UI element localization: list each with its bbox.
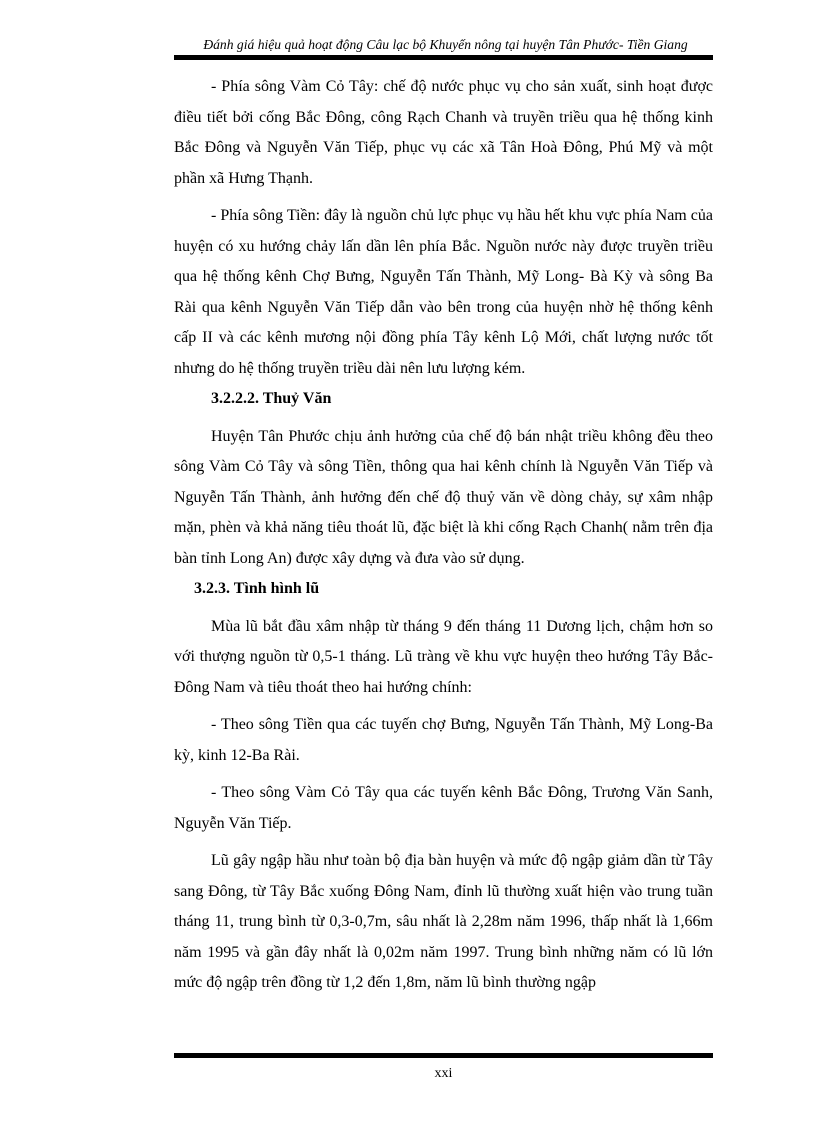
paragraph-lu-gay-ngap: Lũ gây ngập hầu như toàn bộ địa bàn huyện và mức độ ngập giảm dần từ Tây sang Đông, từ Tây Bắc xuống Đông Nam, đỉnh lũ thường xuất hiện vào trung tuần tháng 11, trung bình từ 0,3-0,7m, sâu nhất là 2,28m năm 1996, thấp nhất là 1,66m năm 1995 và gần đây nhất là 0,02m năm 1997. Trung bình những năm có lũ lớn mức độ ngập trên đồng từ 1,2 đến 1,8m, năm lũ bình thường ngập <box>174 852 713 991</box>
heading-323: 3.2.3. Tình hình lũ <box>194 580 320 597</box>
paragraph-song-tien: - Phía sông Tiền: đây là nguồn chủ lực phục vụ hầu hết khu vực phía Nam của huyện có xu hướng chảy lấn dần lên phía Bắc. Nguồn nước này được truyền triều qua hệ thống kênh Chợ Bưng, Nguyễn Tấn Thành, Mỹ Long- Bà Kỳ và sông Ba Rài qua kênh Nguyễn Văn Tiếp dẫn vào bên trong của huyện nhờ hệ thống kênh cấp II và các kênh mương nội đồng phía Tây kênh Lộ Mới, chất lượng nước tốt nhưng do hệ thống truyền triều dài nên lưu lượng kém. <box>174 207 713 377</box>
running-header: Đánh giá hiệu quả hoạt động Câu lạc bộ Khuyến nông tại huyện Tân Phước- Tiền Giang <box>203 37 688 52</box>
paragraph-vam-co-tay: - Phía sông Vàm Cỏ Tây: chế độ nước phục vụ cho sản xuất, sinh hoạt được điều tiết bởi cống Bắc Đông, công Rạch Chanh và truyền triều qua hệ thống kinh Bắc Đông và Nguyễn Văn Tiếp, phục vụ các xã Tân Hoà Đông, Phú Mỹ và một phần xã Hưng Thạnh. <box>174 78 713 187</box>
header-rule <box>174 55 713 60</box>
paragraph-thuy-van: Huyện Tân Phước chịu ảnh hưởng của chế độ bán nhật triều không đều theo sông Vàm Cỏ Tây và sông Tiền, thông qua hai kênh chính là Nguyễn Văn Tiếp và Nguyễn Tấn Thành, ảnh hưởng đến chế độ thuỷ văn về dòng chảy, sự xâm nhập mặn, phèn và khả năng tiêu thoát lũ, đặc biệt là khi cống Rạch Chanh( nằm trên địa bàn tỉnh Long An) được xây dựng và đưa vào sử dụng. <box>174 427 713 567</box>
paragraph-theo-vam-co-tay: - Theo sông Vàm Cỏ Tây qua các tuyến kênh Bắc Đông, Trương Văn Sanh, Nguyễn Văn Tiếp. <box>174 784 713 832</box>
heading-3222: 3.2.2.2. Thuỷ Văn <box>211 390 332 407</box>
paragraph-theo-song-tien: - Theo sông Tiền qua các tuyến chợ Bưng, Nguyễn Tấn Thành, Mỹ Long-Ba kỳ, kinh 12-Ba Rài. <box>174 716 713 764</box>
paragraph-mua-lu: Mùa lũ bắt đầu xâm nhập từ tháng 9 đến tháng 11 Dương lịch, chậm hơn so với thượng nguồn từ 0,5-1 tháng. Lũ tràng về khu vực huyện theo hướng Tây Bắc-Đông Nam và tiêu thoát theo hai hướng chính: <box>174 617 713 696</box>
page-content <box>174 72 713 999</box>
page-number: xxi <box>434 1066 453 1081</box>
footer-rule <box>174 1053 713 1058</box>
